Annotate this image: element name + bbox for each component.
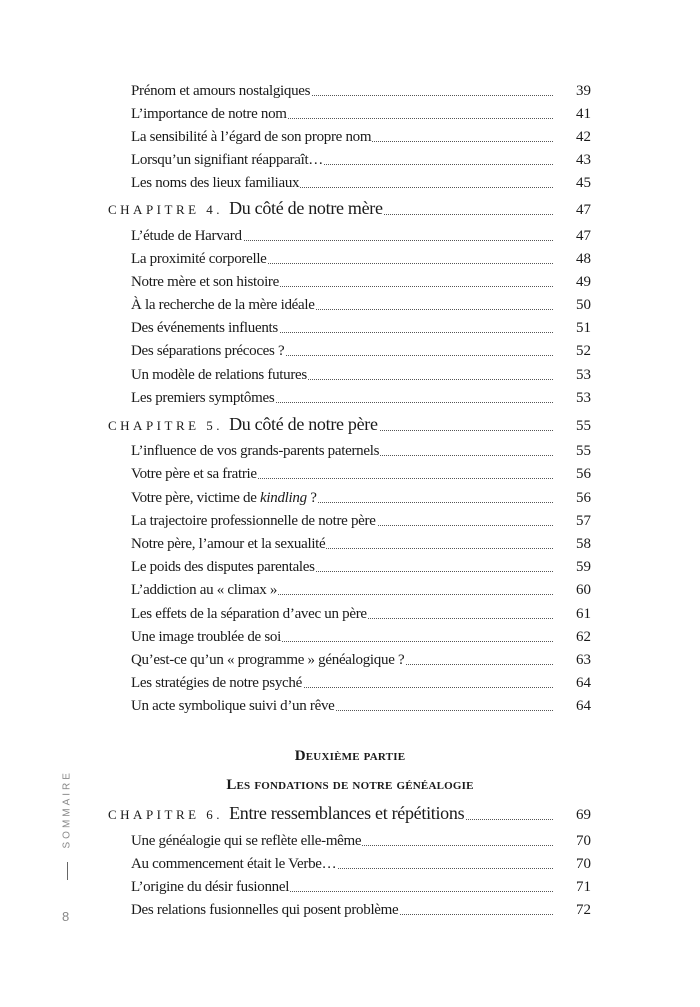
- entry-title-text: La trajectoire professionnelle de notre père: [131, 513, 376, 529]
- entry-page: 53: [576, 367, 591, 383]
- entry-title-text: Les premiers symptômes: [131, 390, 275, 406]
- entry-title-text: Le poids des disputes parentales: [131, 559, 315, 575]
- entry-title-text: Du côté de notre mère: [229, 198, 383, 218]
- entry-title-text: Les stratégies de notre psyché: [131, 675, 302, 691]
- entry-page: 56: [576, 490, 591, 506]
- toc-entry[interactable]: [0, 899, 700, 921]
- entry-page: 59: [576, 559, 591, 575]
- toc-entry[interactable]: [0, 649, 700, 671]
- entry-title-text: Notre père, l’amour et la sexualité: [131, 536, 326, 552]
- toc-entry[interactable]: [0, 672, 700, 694]
- entry-page: 49: [576, 274, 591, 290]
- entry-title-text: Les effets de la séparation d’avec un père: [131, 606, 367, 622]
- entry-page: 47: [576, 202, 591, 218]
- entry-title: [131, 251, 268, 268]
- toc-entry[interactable]: [0, 172, 700, 194]
- toc-entry[interactable]: [0, 294, 700, 316]
- toc-entry[interactable]: [0, 248, 700, 270]
- entry-title-text: Une généalogie qui se reflète elle-même: [131, 833, 362, 849]
- chapter-label: CHAPITRE 5.: [108, 418, 224, 433]
- entry-title-text: La proximité corporelle: [131, 251, 267, 267]
- toc-entry[interactable]: [0, 556, 700, 578]
- entry-page: 41: [576, 106, 591, 122]
- entry-title-text: L’addiction au « climax »: [131, 582, 278, 598]
- entry-page: 70: [576, 856, 591, 872]
- toc-entry[interactable]: [0, 149, 700, 171]
- entry-title-text: Notre mère et son histoire: [131, 274, 279, 290]
- entry-title-text: Au commencement était le Verbe…: [131, 856, 337, 872]
- entry-page: 55: [576, 443, 591, 459]
- entry-title-text: Des événements influents: [131, 320, 278, 336]
- entry-title-text: L’étude de Harvard: [131, 228, 242, 244]
- entry-page: 70: [576, 833, 591, 849]
- toc-entry[interactable]: [0, 103, 700, 125]
- entry-title: [131, 343, 285, 360]
- entry-title-text: Des séparations précoces ?: [131, 343, 285, 359]
- entry-title: [108, 803, 465, 824]
- entry-title-text: Qu’est-ce qu’un « programme » généalogique ?: [131, 652, 405, 668]
- entry-page: 72: [576, 902, 591, 918]
- toc-chapter-entry[interactable]: [0, 415, 700, 437]
- toc-entry[interactable]: [0, 830, 700, 852]
- entry-page: 63: [576, 652, 591, 668]
- entry-title-suffix: ?: [306, 490, 317, 506]
- toc-entry[interactable]: [0, 463, 700, 485]
- entry-page: 62: [576, 629, 591, 645]
- entry-title: [131, 152, 324, 169]
- entry-title: [131, 83, 311, 100]
- entry-page: 64: [576, 698, 591, 714]
- entry-title-text: Entre ressemblances et répétitions: [229, 803, 465, 823]
- entry-title: [131, 582, 278, 599]
- entry-page: 43: [576, 152, 591, 168]
- entry-title-text: L’influence de vos grands-parents paternels: [131, 443, 380, 459]
- entry-page: 52: [576, 343, 591, 359]
- entry-title: [131, 856, 337, 873]
- toc-entry[interactable]: [0, 579, 700, 601]
- toc-entry[interactable]: [0, 271, 700, 293]
- entry-title: [131, 833, 362, 850]
- toc-entry[interactable]: [0, 626, 700, 648]
- entry-title-text: Des relations fusionnelles qui posent problème: [131, 902, 399, 918]
- entry-title-text: Une image troublée de soi: [131, 629, 281, 645]
- entry-title: [131, 902, 399, 919]
- entry-title-text: L’importance de notre nom: [131, 106, 287, 122]
- toc-entry[interactable]: [0, 440, 700, 462]
- entry-page: 60: [576, 582, 591, 598]
- part-heading: Deuxième partie: [294, 748, 406, 764]
- entry-title: [131, 629, 282, 646]
- entry-page: 56: [576, 466, 591, 482]
- entry-title-text: L’origine du désir fusionnel: [131, 879, 290, 895]
- entry-title-text: La sensibilité à l’égard de son propre nom: [131, 129, 372, 145]
- entry-title: [131, 274, 280, 291]
- entry-page: 47: [576, 228, 591, 244]
- entry-title: [131, 367, 308, 384]
- toc-entry[interactable]: [0, 387, 700, 409]
- entry-title-italic: kindling: [260, 490, 307, 506]
- chapter-label: CHAPITRE 4.: [108, 202, 224, 217]
- entry-title: [131, 443, 380, 460]
- entry-page: 50: [576, 297, 591, 313]
- entry-title-text: Les noms des lieux familiaux: [131, 175, 300, 191]
- entry-title: [131, 297, 316, 314]
- entry-page: 61: [576, 606, 591, 622]
- part-heading: Les fondations de notre généalogie: [226, 777, 474, 793]
- entry-title: [108, 414, 379, 435]
- entry-title: [131, 390, 275, 407]
- entry-title: [131, 559, 316, 576]
- entry-title-text: Prénom et amours nostalgiques: [131, 83, 311, 99]
- toc-entry[interactable]: [0, 695, 700, 717]
- entry-page: 39: [576, 83, 591, 99]
- toc-entry[interactable]: [0, 603, 700, 625]
- toc-entry[interactable]: [0, 126, 700, 148]
- entry-title-text: Un modèle de relations futures: [131, 367, 307, 383]
- entry-page: 51: [576, 320, 591, 336]
- entry-title-text: À la recherche de la mère idéale: [131, 297, 315, 313]
- entry-title-text: Votre père, victime de: [131, 490, 261, 506]
- entry-title: [131, 106, 288, 123]
- entry-title: [131, 698, 336, 715]
- toc-entry[interactable]: [0, 225, 700, 247]
- entry-page: 64: [576, 675, 591, 691]
- entry-page: 45: [576, 175, 591, 191]
- entry-page: 69: [576, 807, 591, 823]
- entry-page: 48: [576, 251, 591, 267]
- entry-title-text: Un acte symbolique suivi d’un rêve: [131, 698, 335, 714]
- page-number: 8: [62, 909, 70, 924]
- toc-entry[interactable]: [0, 510, 700, 532]
- toc-entry[interactable]: [0, 853, 700, 875]
- entry-title: [131, 228, 243, 245]
- toc-entry[interactable]: [0, 487, 700, 509]
- entry-page: 53: [576, 390, 591, 406]
- entry-page: 55: [576, 418, 591, 434]
- toc-entry[interactable]: [0, 80, 700, 102]
- chapter-label: CHAPITRE 6.: [108, 807, 224, 822]
- entry-title-text: Votre père et sa fratrie: [131, 466, 257, 482]
- toc-entry[interactable]: [0, 364, 700, 386]
- entry-title-text: Lorsqu’un signifiant réapparaît…: [131, 152, 324, 168]
- entry-title: [131, 536, 326, 553]
- side-divider: [67, 862, 68, 880]
- entry-title: [131, 879, 290, 896]
- running-section-label: SOMMAIRE: [61, 770, 73, 849]
- toc-entry[interactable]: [0, 533, 700, 555]
- toc-entry[interactable]: [0, 317, 700, 339]
- entry-title: [131, 652, 405, 669]
- entry-page: 71: [576, 879, 591, 895]
- toc-entry[interactable]: [0, 340, 700, 362]
- entry-page: 42: [576, 129, 591, 145]
- entry-title: [131, 466, 258, 483]
- entry-title-text: Du côté de notre père: [229, 414, 378, 434]
- entry-title: [131, 320, 279, 337]
- toc-chapter-entry[interactable]: [0, 199, 700, 221]
- entry-page: 58: [576, 536, 591, 552]
- entry-title: [131, 490, 318, 507]
- entry-title: [131, 129, 372, 146]
- entry-page: 57: [576, 513, 591, 529]
- entry-title: [108, 198, 384, 219]
- entry-title: [131, 175, 300, 192]
- entry-title: [131, 606, 368, 623]
- entry-title: [131, 675, 303, 692]
- toc-chapter-entry[interactable]: [0, 804, 700, 826]
- toc-entry[interactable]: [0, 876, 700, 898]
- entry-title: [131, 513, 377, 530]
